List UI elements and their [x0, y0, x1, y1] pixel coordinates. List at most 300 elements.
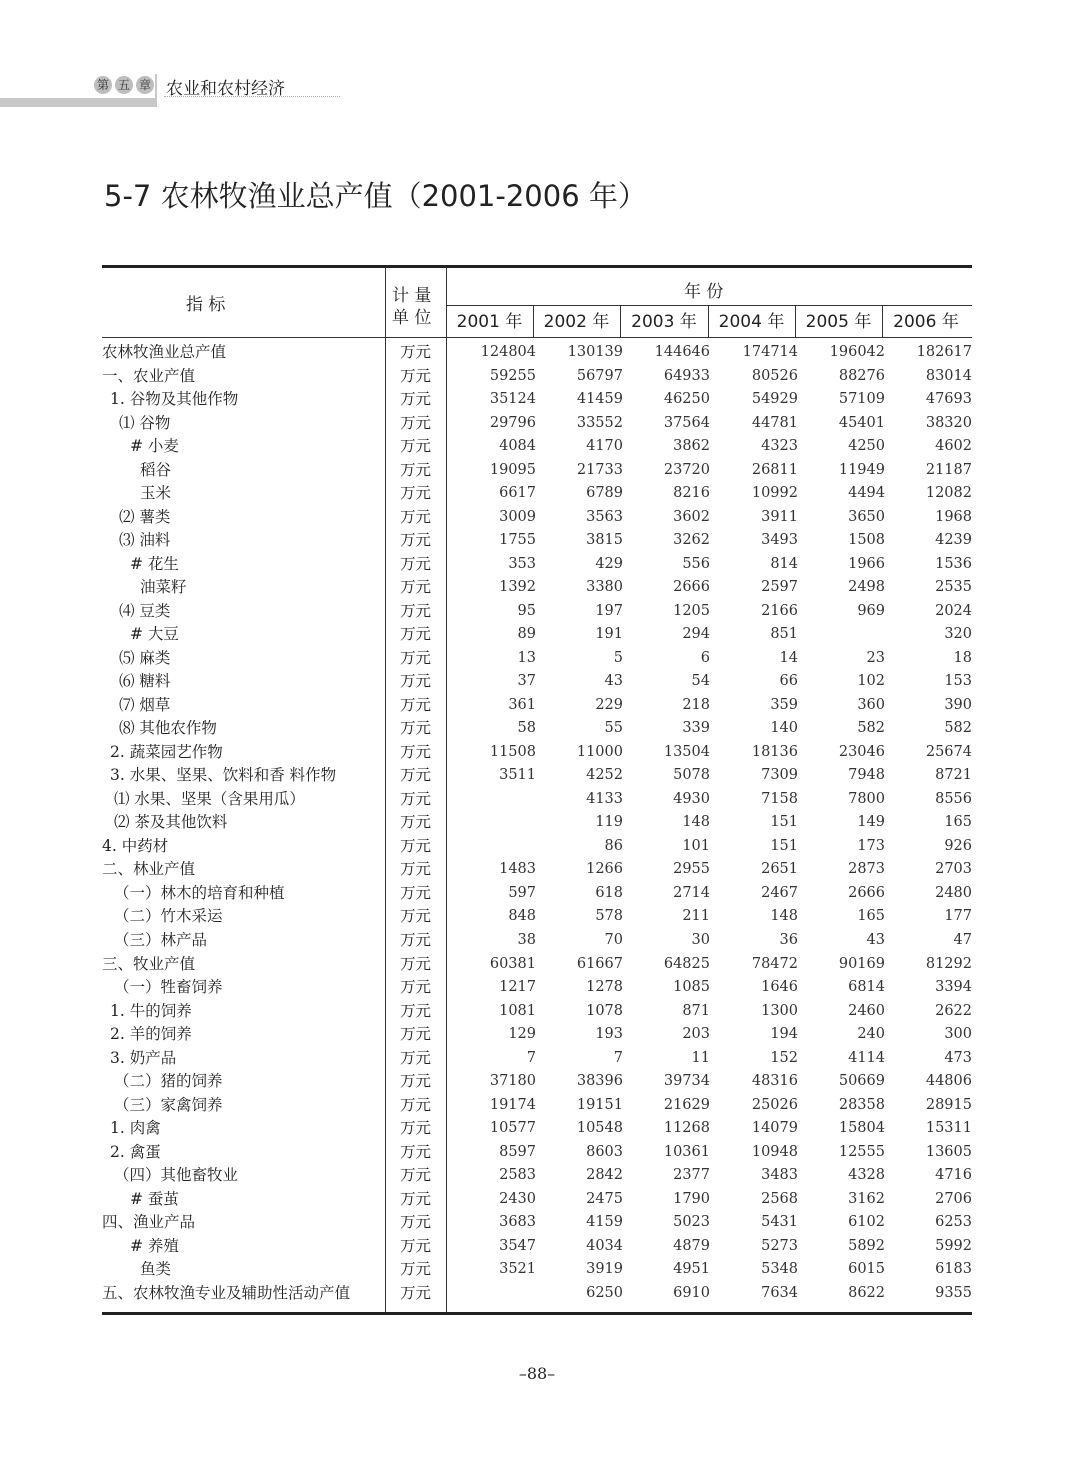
cell-value: 473: [944, 1049, 972, 1066]
cell-value: 3262: [673, 532, 710, 549]
table-row: [102, 576, 972, 599]
row-unit: 万元: [399, 1260, 431, 1279]
row-indicator: ⑹ 糖料: [119, 672, 171, 691]
row-indicator: 4. 中药材: [102, 836, 169, 855]
row-indicator: ⑸ 麻类: [119, 648, 171, 667]
cell-value: 578: [595, 908, 623, 925]
cell-value: 66: [779, 673, 798, 690]
cell-value: 294: [682, 626, 710, 643]
row-indicator: （一）牲畜饲养: [114, 978, 223, 997]
cell-value: 1646: [761, 979, 798, 996]
row-unit: 万元: [399, 742, 431, 761]
cell-value: 2622: [935, 1002, 972, 1019]
cell-value: 95: [517, 602, 536, 619]
cell-value: 1205: [673, 602, 710, 619]
cell-value: 2666: [673, 579, 710, 596]
cell-value: 218: [682, 696, 710, 713]
cell-value: 4250: [848, 438, 885, 455]
row-unit: 万元: [399, 366, 431, 385]
cell-value: 165: [857, 908, 885, 925]
cell-value: 11000: [576, 743, 623, 760]
cell-value: 1508: [848, 532, 885, 549]
cell-value: 5992: [935, 1237, 972, 1254]
cell-value: 4034: [586, 1237, 623, 1254]
cell-value: 152: [770, 1049, 798, 1066]
row-indicator: 1. 谷物及其他作物: [110, 390, 239, 409]
table-row: [102, 600, 972, 623]
table-row: [102, 412, 972, 435]
col-header-year: 2001 年: [456, 312, 523, 332]
col-header-indicator: 指 标: [186, 295, 226, 315]
cell-value: 597: [508, 884, 536, 901]
cell-value: 556: [682, 555, 710, 572]
row-indicator: 三、牧业产值: [102, 954, 196, 973]
cell-value: 6: [700, 649, 710, 666]
cell-value: 8556: [935, 790, 972, 807]
row-indicator: ⑴ 水果、坚果（含果用瓜）: [114, 789, 305, 808]
cell-value: 124804: [480, 344, 536, 360]
cell-value: 11949: [838, 461, 885, 478]
row-unit: 万元: [399, 1283, 431, 1302]
table-row: [102, 788, 972, 811]
cell-value: 90169: [838, 955, 885, 972]
cell-value: 5273: [761, 1237, 798, 1254]
cell-value: 43: [604, 673, 623, 690]
table-row: [102, 1258, 972, 1281]
row-indicator: 稻谷: [140, 460, 172, 479]
cell-value: 21733: [576, 461, 623, 478]
cell-value: 1968: [935, 508, 972, 525]
cell-value: 47: [953, 932, 972, 948]
cell-value: 25674: [925, 743, 972, 760]
cell-value: 25026: [751, 1096, 798, 1113]
cell-value: 6250: [586, 1284, 623, 1301]
table-row: [102, 717, 972, 740]
cell-value: 4239: [935, 532, 972, 549]
cell-value: 1392: [499, 579, 536, 596]
cell-value: 10577: [489, 1120, 536, 1137]
row-unit: 万元: [399, 437, 431, 456]
row-unit: 万元: [399, 1072, 431, 1091]
row-indicator: ⑻ 其他农作物: [119, 719, 217, 738]
cell-value: 618: [595, 884, 623, 901]
cell-value: 60381: [489, 955, 536, 972]
row-unit: 万元: [399, 1213, 431, 1232]
row-unit: 万元: [399, 531, 431, 550]
cell-value: 6253: [935, 1214, 972, 1231]
cell-value: 129: [508, 1026, 536, 1043]
row-unit: 万元: [399, 390, 431, 409]
cell-value: 3511: [499, 767, 536, 784]
table-row: [102, 1023, 972, 1046]
cell-value: 59255: [489, 367, 536, 384]
table-row: [102, 482, 972, 505]
cell-value: 151: [770, 814, 798, 831]
cell-value: 38396: [576, 1073, 623, 1090]
row-unit: 万元: [399, 907, 431, 926]
col-header-year: 2003 年: [631, 312, 697, 332]
cell-value: 13605: [925, 1143, 972, 1160]
row-indicator: ⑶ 油料: [119, 531, 171, 550]
page-number: –88–: [518, 1364, 556, 1383]
table-row: [102, 341, 972, 364]
table-row: [102, 647, 972, 670]
cell-value: 4084: [499, 438, 536, 455]
cell-value: 8622: [848, 1284, 885, 1301]
row-indicator: ⑵ 薯类: [119, 507, 171, 526]
cell-value: 6789: [586, 485, 623, 502]
row-indicator: 一、农业产值: [102, 366, 196, 385]
cell-value: 2666: [848, 884, 885, 901]
cell-value: 86: [604, 837, 623, 854]
cell-value: 1300: [761, 1002, 798, 1019]
cell-value: 10361: [663, 1143, 710, 1160]
row-indicator: 油菜籽: [140, 578, 187, 597]
table-row: [102, 459, 972, 482]
cell-value: 7: [526, 1049, 536, 1066]
cell-value: 19151: [576, 1096, 623, 1113]
cell-value: 1790: [673, 1190, 710, 1207]
table-row: [102, 1188, 972, 1211]
cell-value: 2568: [761, 1190, 798, 1207]
table-row: [102, 905, 972, 928]
cell-value: 182617: [916, 344, 972, 360]
row-unit: 万元: [399, 931, 431, 949]
row-unit: 万元: [399, 413, 431, 432]
col-header-unit-line1: 计 量: [392, 286, 432, 306]
col-header-year: 2002 年: [543, 312, 610, 332]
chapter-badge: 章: [136, 76, 154, 94]
cell-value: 7634: [761, 1284, 798, 1301]
cell-value: 23: [866, 649, 885, 666]
cell-value: 19174: [489, 1096, 536, 1113]
cell-value: 11: [691, 1049, 710, 1066]
row-indicator: 2. 禽蛋: [110, 1142, 161, 1161]
row-indicator: 3. 水果、坚果、饮料和香 料作物: [110, 766, 337, 785]
cell-value: 390: [944, 696, 972, 713]
table-row: [102, 1141, 972, 1164]
row-unit: 万元: [399, 1142, 431, 1161]
row-indicator: （二）猪的饲养: [114, 1072, 223, 1091]
cell-value: 4133: [586, 790, 623, 807]
row-unit: 万元: [399, 460, 431, 479]
cell-value: 2430: [499, 1190, 536, 1207]
cell-value: 7158: [761, 790, 798, 807]
cell-value: 21187: [925, 461, 972, 478]
table-row: [102, 623, 972, 646]
cell-value: 37564: [663, 414, 710, 431]
cell-value: 229: [595, 696, 623, 713]
header-dotted-rule: [164, 96, 340, 97]
cell-value: 56797: [576, 367, 623, 384]
table-row: [102, 506, 972, 529]
row-indicator: （三）林产品: [114, 931, 208, 949]
cell-value: 54929: [751, 391, 798, 408]
col-header-unit-line2: 单 位: [392, 308, 432, 328]
cell-value: 88276: [838, 367, 885, 384]
cell-value: 3521: [499, 1261, 536, 1278]
table-row: [102, 435, 972, 458]
cell-value: 3563: [586, 508, 623, 525]
cell-value: 582: [857, 720, 885, 737]
cell-value: 4159: [586, 1214, 623, 1231]
cell-value: 1966: [848, 555, 885, 572]
cell-value: 3009: [499, 508, 536, 525]
row-indicator: 3. 奶产品: [110, 1048, 177, 1067]
cell-value: 3650: [848, 508, 885, 525]
col-header-year: 2004 年: [718, 312, 785, 332]
col-header-years-group: 年 份: [684, 282, 724, 302]
row-unit: 万元: [399, 789, 431, 808]
cell-value: 3815: [586, 532, 623, 549]
cell-value: 8721: [935, 767, 972, 784]
cell-value: 4716: [935, 1167, 972, 1184]
cell-value: 6910: [673, 1284, 710, 1301]
row-indicator: # 大豆: [130, 625, 179, 644]
cell-value: 7800: [848, 790, 885, 807]
cell-value: 55: [604, 720, 623, 737]
row-unit: 万元: [399, 836, 431, 855]
row-unit: 万元: [399, 813, 431, 832]
header-bottom-rule: [102, 337, 972, 338]
table-row: [102, 1070, 972, 1093]
cell-value: 191: [595, 626, 623, 643]
cell-value: 102: [857, 673, 885, 690]
cell-value: 13: [517, 649, 536, 666]
cell-value: 211: [682, 908, 710, 925]
cell-value: 119: [595, 814, 623, 831]
cell-value: 4114: [848, 1049, 885, 1066]
row-unit: 万元: [399, 672, 431, 691]
cell-value: 153: [944, 673, 972, 690]
cell-value: 89: [517, 626, 536, 643]
cell-value: 7948: [848, 767, 885, 784]
row-unit: 万元: [399, 578, 431, 597]
cell-value: 9355: [935, 1284, 972, 1301]
cell-value: 64933: [663, 367, 710, 384]
table-row: [102, 670, 972, 693]
cell-value: 45401: [838, 414, 885, 431]
cell-value: 3602: [673, 508, 710, 525]
cell-value: 429: [595, 555, 623, 572]
cell-value: 1078: [586, 1002, 623, 1019]
cell-value: 28915: [925, 1096, 972, 1113]
cell-value: 7: [613, 1049, 623, 1066]
row-indicator: 农林牧渔业总产值: [102, 343, 227, 361]
cell-value: 4951: [673, 1261, 710, 1278]
row-unit: 万元: [399, 1189, 431, 1208]
cell-value: 148: [770, 908, 798, 925]
row-indicator: 玉米: [140, 484, 172, 503]
page-title: 5-7 农林牧渔业总产值（2001-2006 年）: [104, 179, 647, 213]
row-indicator: # 蚕茧: [130, 1189, 179, 1208]
cell-value: 37180: [489, 1073, 536, 1090]
cell-value: 5431: [761, 1214, 798, 1231]
table-row: [102, 553, 972, 576]
chapter-title: 农业和农村经济: [166, 79, 285, 99]
cell-value: 3493: [761, 532, 798, 549]
cell-value: 6183: [935, 1261, 972, 1278]
cell-value: 1483: [499, 861, 536, 878]
cell-value: 851: [770, 626, 798, 643]
cell-value: 14079: [751, 1120, 798, 1137]
table-row: [102, 882, 972, 905]
cell-value: 38320: [925, 414, 972, 431]
cell-value: 21629: [663, 1096, 710, 1113]
cell-value: 8597: [499, 1143, 536, 1160]
table-row: [102, 1094, 972, 1117]
table-row: [102, 1211, 972, 1234]
cell-value: 43: [866, 932, 885, 948]
cell-value: 2842: [586, 1167, 623, 1184]
cell-value: 10948: [751, 1143, 798, 1160]
cell-value: 173: [857, 837, 885, 854]
row-unit: 万元: [399, 1166, 431, 1185]
cell-value: 144646: [654, 344, 710, 360]
cell-value: 44806: [925, 1073, 972, 1090]
cell-value: 2535: [935, 579, 972, 596]
header-divider: [155, 74, 157, 107]
row-indicator: # 养殖: [130, 1236, 179, 1255]
cell-value: 353: [508, 555, 536, 572]
cell-value: 70: [604, 932, 623, 948]
chapter-badges: [94, 76, 154, 94]
cell-value: 193: [595, 1026, 623, 1043]
row-indicator: 2. 蔬菜园艺作物: [110, 742, 223, 761]
row-unit: 万元: [399, 860, 431, 879]
cell-value: 196042: [829, 344, 885, 360]
table-row: [102, 388, 972, 411]
cell-value: 5348: [761, 1261, 798, 1278]
cell-value: 11508: [489, 743, 536, 760]
cell-value: 46250: [663, 391, 710, 408]
cell-value: 1536: [935, 555, 972, 572]
cell-value: 19095: [489, 461, 536, 478]
table-row: [102, 1235, 972, 1258]
row-unit: 万元: [399, 695, 431, 714]
cell-value: 360: [857, 696, 885, 713]
cell-value: 5078: [673, 767, 710, 784]
row-indicator: ⑵ 茶及其他饮料: [114, 813, 228, 832]
cell-value: 3547: [499, 1237, 536, 1254]
table-row: [102, 835, 972, 858]
col-header-year: 2006 年: [893, 312, 959, 332]
row-indicator: 五、农林牧渔专业及辅助性活动产值: [102, 1283, 351, 1302]
cell-value: 54: [691, 673, 710, 690]
table-row: [102, 929, 972, 952]
cell-value: 101: [682, 837, 710, 854]
cell-value: 2460: [848, 1002, 885, 1019]
cell-value: 36: [779, 932, 798, 948]
cell-value: 38: [517, 932, 536, 948]
row-indicator: ⑺ 烟草: [119, 695, 171, 714]
cell-value: 2651: [761, 861, 798, 878]
cell-value: 23046: [838, 743, 885, 760]
row-unit: 万元: [399, 343, 431, 361]
cell-value: 18136: [751, 743, 798, 760]
table-top-rule: [102, 265, 972, 268]
cell-value: 2467: [761, 884, 798, 901]
row-unit: 万元: [399, 883, 431, 902]
cell-value: 50669: [838, 1073, 885, 1090]
cell-value: 814: [770, 555, 798, 572]
cell-value: 149: [857, 814, 885, 831]
cell-value: 3919: [586, 1261, 623, 1278]
cell-value: 320: [944, 626, 972, 643]
cell-value: 2498: [848, 579, 885, 596]
cell-value: 140: [770, 720, 798, 737]
cell-value: 2597: [761, 579, 798, 596]
row-indicator: 二、林业产值: [102, 860, 196, 879]
cell-value: 339: [682, 720, 710, 737]
cell-value: 361: [508, 696, 536, 713]
cell-value: 2480: [935, 884, 972, 901]
row-unit: 万元: [399, 1236, 431, 1255]
cell-value: 2703: [935, 861, 972, 878]
table-row: [102, 811, 972, 834]
cell-value: 359: [770, 696, 798, 713]
row-indicator: 四、渔业产品: [102, 1213, 196, 1232]
cell-value: 174714: [742, 344, 798, 360]
cell-value: 18: [953, 649, 972, 666]
cell-value: 11268: [663, 1120, 710, 1137]
row-unit: 万元: [399, 507, 431, 526]
cell-value: 37: [517, 673, 536, 690]
row-unit: 万元: [399, 978, 431, 997]
table-row: [102, 976, 972, 999]
cell-value: 7309: [761, 767, 798, 784]
cell-value: 5892: [848, 1237, 885, 1254]
cell-value: 203: [682, 1026, 710, 1043]
row-unit: 万元: [399, 1119, 431, 1138]
cell-value: 2475: [586, 1190, 623, 1207]
row-unit: 万元: [399, 954, 431, 973]
cell-value: 28358: [838, 1096, 885, 1113]
cell-value: 57109: [838, 391, 885, 408]
cell-value: 6814: [848, 979, 885, 996]
cell-value: 871: [682, 1002, 710, 1019]
row-indicator: （三）家禽饲养: [114, 1095, 223, 1114]
table-row: [102, 1047, 972, 1070]
cell-value: 148: [682, 814, 710, 831]
row-unit: 万元: [399, 766, 431, 785]
row-indicator: 1. 肉禽: [110, 1119, 161, 1138]
cell-value: 15804: [838, 1120, 885, 1137]
row-unit: 万元: [399, 1001, 431, 1020]
cell-value: 10548: [576, 1120, 623, 1137]
table-row: [102, 858, 972, 881]
table-row: [102, 1164, 972, 1187]
cell-value: 2583: [499, 1167, 536, 1184]
cell-value: 4170: [586, 438, 623, 455]
cell-value: 13504: [663, 743, 710, 760]
cell-value: 1081: [499, 1002, 536, 1019]
cell-value: 165: [944, 814, 972, 831]
table-row: [102, 1282, 972, 1305]
cell-value: 30: [691, 932, 710, 948]
cell-value: 5023: [673, 1214, 710, 1231]
year-group-rule: [446, 305, 972, 306]
cell-value: 4328: [848, 1167, 885, 1184]
table-row: [102, 529, 972, 552]
cell-value: 3380: [586, 579, 623, 596]
cell-value: 197: [595, 602, 623, 619]
row-unit: 万元: [399, 1025, 431, 1044]
cell-value: 4494: [848, 485, 885, 502]
cell-value: 2166: [761, 602, 798, 619]
row-indicator: （二）竹木采运: [114, 907, 223, 926]
cell-value: 4602: [935, 438, 972, 455]
